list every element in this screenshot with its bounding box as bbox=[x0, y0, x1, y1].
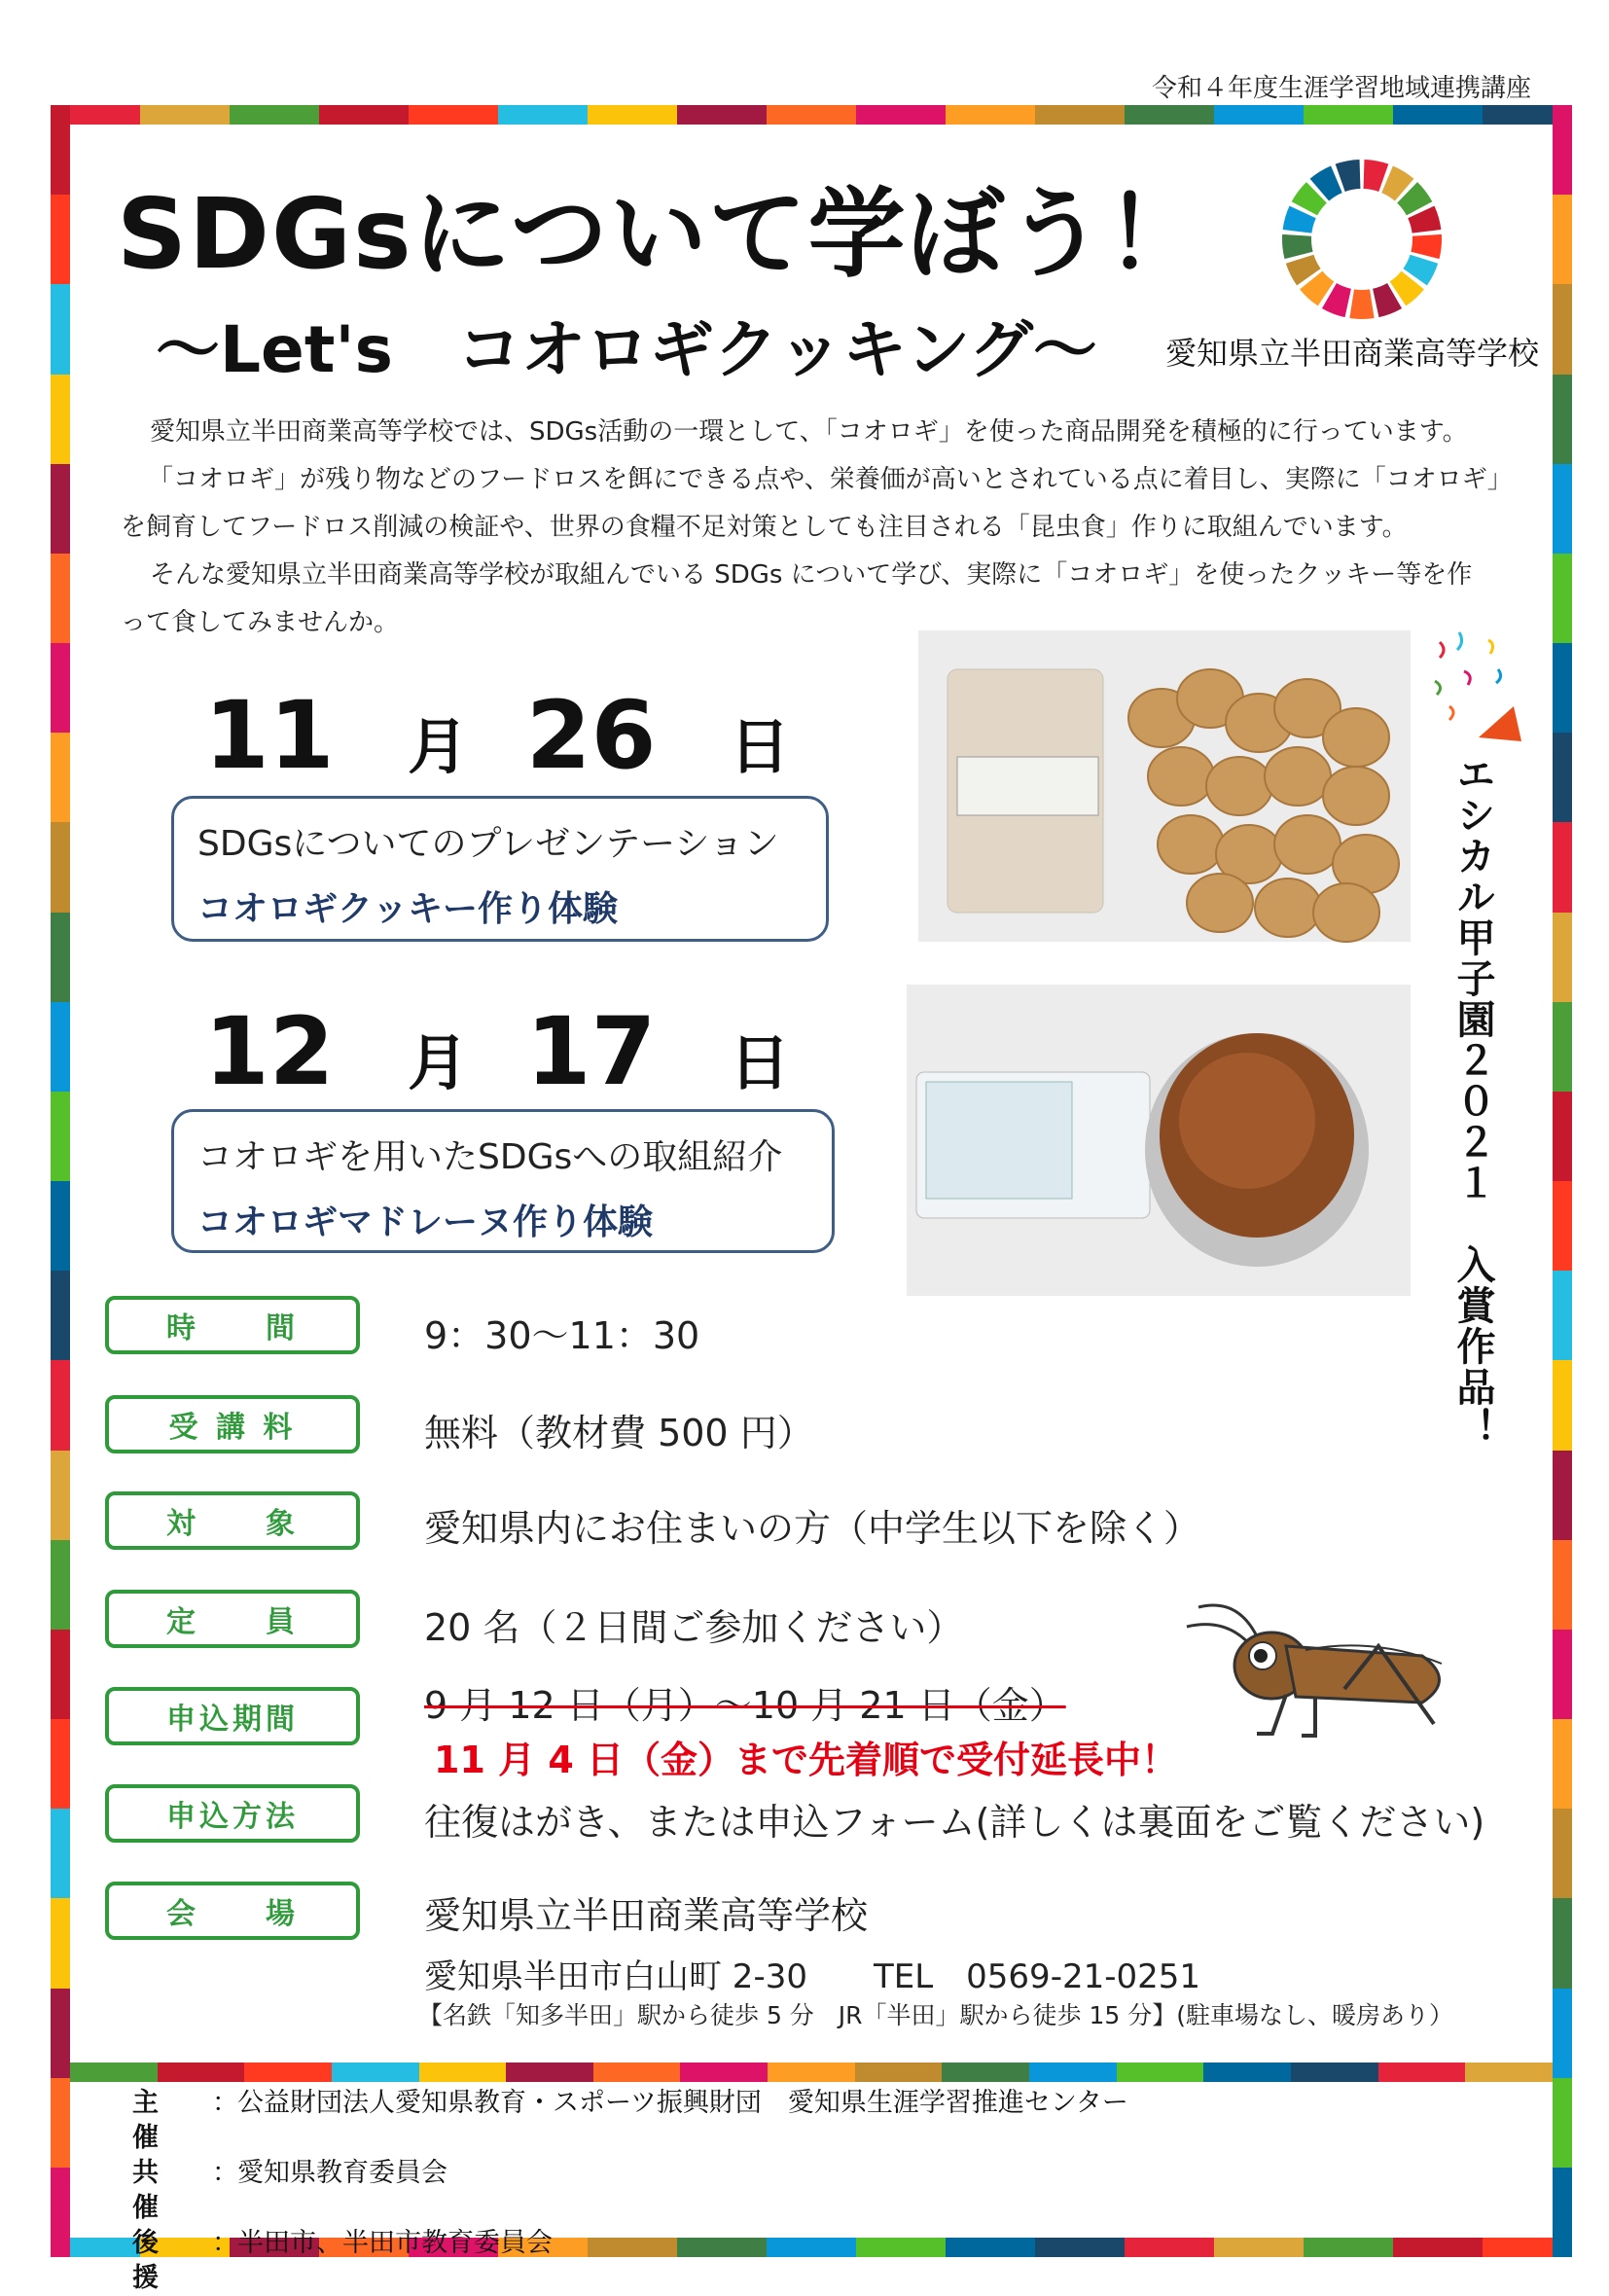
value-capacity: 20 名（２日間ご参加ください） bbox=[424, 1606, 964, 1649]
footer-host-value: 公益財団法人愛知県教育・スポーツ振興財団 愛知県生涯学習推進センター bbox=[237, 2088, 1128, 2118]
value-fee: 無料（教材費 500 円） bbox=[424, 1412, 814, 1454]
session-1-activity: コオロギクッキー作り体験 bbox=[197, 889, 619, 929]
access-note: 【名鉄「知多半田」駅から徒歩 5 分 JR「半田」駅から徒歩 15 分】(駐車場なし、暖房あり） bbox=[418, 2001, 1454, 2029]
footer-support-value: 半田市、半田市教育委員会 bbox=[237, 2228, 553, 2258]
value-period-new: 11 月 4 日（金）まで先着順で受付延長中！ bbox=[434, 1739, 1179, 1781]
footer-cohost: 共 催 ： 愛知県教育委員会 bbox=[132, 2156, 1128, 2226]
session-1-day: 26 bbox=[525, 681, 657, 790]
label-period: 申込期間 bbox=[105, 1687, 360, 1745]
cricket-cookie-photo bbox=[918, 630, 1411, 942]
sdg-wheel-segment bbox=[1282, 234, 1313, 259]
cookie-shape bbox=[1265, 747, 1331, 806]
intro-paragraph-3: を飼育してフードロス削減の検証や、世界の食糧不足対策としても注目される「昆虫食」作りに取組んでいます。 bbox=[121, 513, 1408, 542]
value-period-old: 9 月 12 日（月）～10 月 21 日（金） bbox=[424, 1684, 1066, 1727]
page-title: SDGsについて学ぼう！ bbox=[117, 177, 1205, 291]
intro-paragraph-1: 愛知県立半田商業高等学校では、SDGs活動の一環として、「コオロギ」を使った商品開発を積極的に行っています。 bbox=[150, 417, 1468, 447]
session-2-activity: コオロギマドレーヌ作り体験 bbox=[197, 1202, 654, 1242]
cookie-shape bbox=[1274, 815, 1341, 874]
cookie-shape bbox=[1158, 815, 1224, 874]
cookie-shape bbox=[1323, 708, 1389, 767]
session-2-day-unit: 日 bbox=[729, 1027, 790, 1098]
value-method: 往復はがき、または申込フォーム(詳しくは裏面をご覧ください) bbox=[424, 1801, 1485, 1844]
cookie-shape bbox=[1187, 874, 1253, 932]
footer bbox=[132, 2086, 1128, 2296]
frame-top bbox=[51, 105, 1572, 125]
session-1-box bbox=[171, 796, 829, 942]
footer-support: 後 援 ： 半田市、半田市教育委員会 bbox=[132, 2226, 1128, 2296]
frame-left bbox=[51, 105, 70, 2257]
sdg-wheel-segment bbox=[1411, 234, 1442, 259]
page-subtitle: ～Let's コオロギクッキング～ bbox=[156, 312, 1097, 387]
session-2-date bbox=[204, 997, 790, 1106]
label-time: 時 間 bbox=[105, 1296, 360, 1354]
session-2-month: 12 bbox=[204, 997, 335, 1106]
frame-right bbox=[1553, 105, 1572, 2257]
footer-divider bbox=[70, 2063, 1553, 2082]
label-target: 対 象 bbox=[105, 1491, 360, 1550]
session-1-day-unit: 日 bbox=[729, 711, 790, 782]
intro-paragraph-5: って食してみませんか。 bbox=[121, 608, 400, 637]
value-time: 9：30～11：30 bbox=[424, 1314, 700, 1357]
session-2-day: 17 bbox=[525, 997, 657, 1106]
cookie-shape bbox=[1313, 883, 1379, 942]
session-2-topic: コオロギを用いたSDGsへの取組紹介 bbox=[197, 1137, 783, 1177]
cookie-shape bbox=[1255, 879, 1321, 937]
value-venue-name: 愛知県立半田商業高等学校 bbox=[424, 1894, 869, 1937]
school-name: 愛知県立半田商業高等学校 bbox=[1165, 335, 1540, 372]
intro-paragraph-2: 「コオロギ」が残り物などのフードロスを餌にできる点や、栄養価が高いとされている点に着目し、実際に「コオロギ」 bbox=[148, 465, 1513, 494]
label-fee: 受 講 料 bbox=[105, 1395, 360, 1453]
footer-cohost-value: 愛知県教育委員会 bbox=[237, 2158, 447, 2188]
sdg-wheel-segment bbox=[1349, 289, 1374, 319]
cookie-shape bbox=[1148, 747, 1214, 806]
label-method: 申込方法 bbox=[105, 1784, 360, 1843]
session-1-date bbox=[204, 681, 790, 790]
session-1-topic: SDGsについてのプレゼンテーション bbox=[197, 824, 779, 864]
cookie-shape bbox=[1323, 767, 1389, 825]
footer-host-label: 主 催 bbox=[132, 2088, 189, 2153]
session-2-box bbox=[171, 1109, 835, 1253]
cookie-shape bbox=[1206, 757, 1272, 815]
footer-host: 主 催 ： 公益財団法人愛知県教育・スポーツ振興財団 愛知県生涯学習推進センター bbox=[132, 2086, 1128, 2156]
label-venue: 会 場 bbox=[105, 1882, 360, 1940]
footer-support-label: 後 援 bbox=[132, 2228, 189, 2293]
party-popper-icon bbox=[1420, 623, 1537, 759]
session-1-month-unit: 月 bbox=[408, 711, 469, 782]
session-2-month-unit: 月 bbox=[408, 1027, 469, 1098]
footer-cohost-label: 共 催 bbox=[132, 2158, 189, 2223]
label-capacity: 定 員 bbox=[105, 1590, 360, 1648]
value-target: 愛知県内にお住まいの方（中学生以下を除く） bbox=[424, 1507, 1201, 1550]
course-label: 令和４年度生涯学習地域連携講座 bbox=[1151, 74, 1531, 103]
cricket-icon bbox=[1179, 1588, 1471, 1753]
sdg-wheel-logo bbox=[1280, 158, 1444, 321]
session-1-month: 11 bbox=[204, 681, 335, 790]
intro-paragraph-4: そんな愛知県立半田商業高等学校が取組んでいる SDGs について学び、実際に「コオロギ」を使ったクッキー等を作 bbox=[150, 560, 1473, 590]
award-label: エシカル甲子園２０２１ 入賞作品！ bbox=[1450, 754, 1495, 1449]
cricket-madeleine-photo bbox=[907, 985, 1411, 1296]
intro-text bbox=[121, 409, 1513, 647]
value-venue-address: 愛知県半田市白山町 2-30 TEL 0569-21-0251 bbox=[424, 1957, 1201, 1996]
